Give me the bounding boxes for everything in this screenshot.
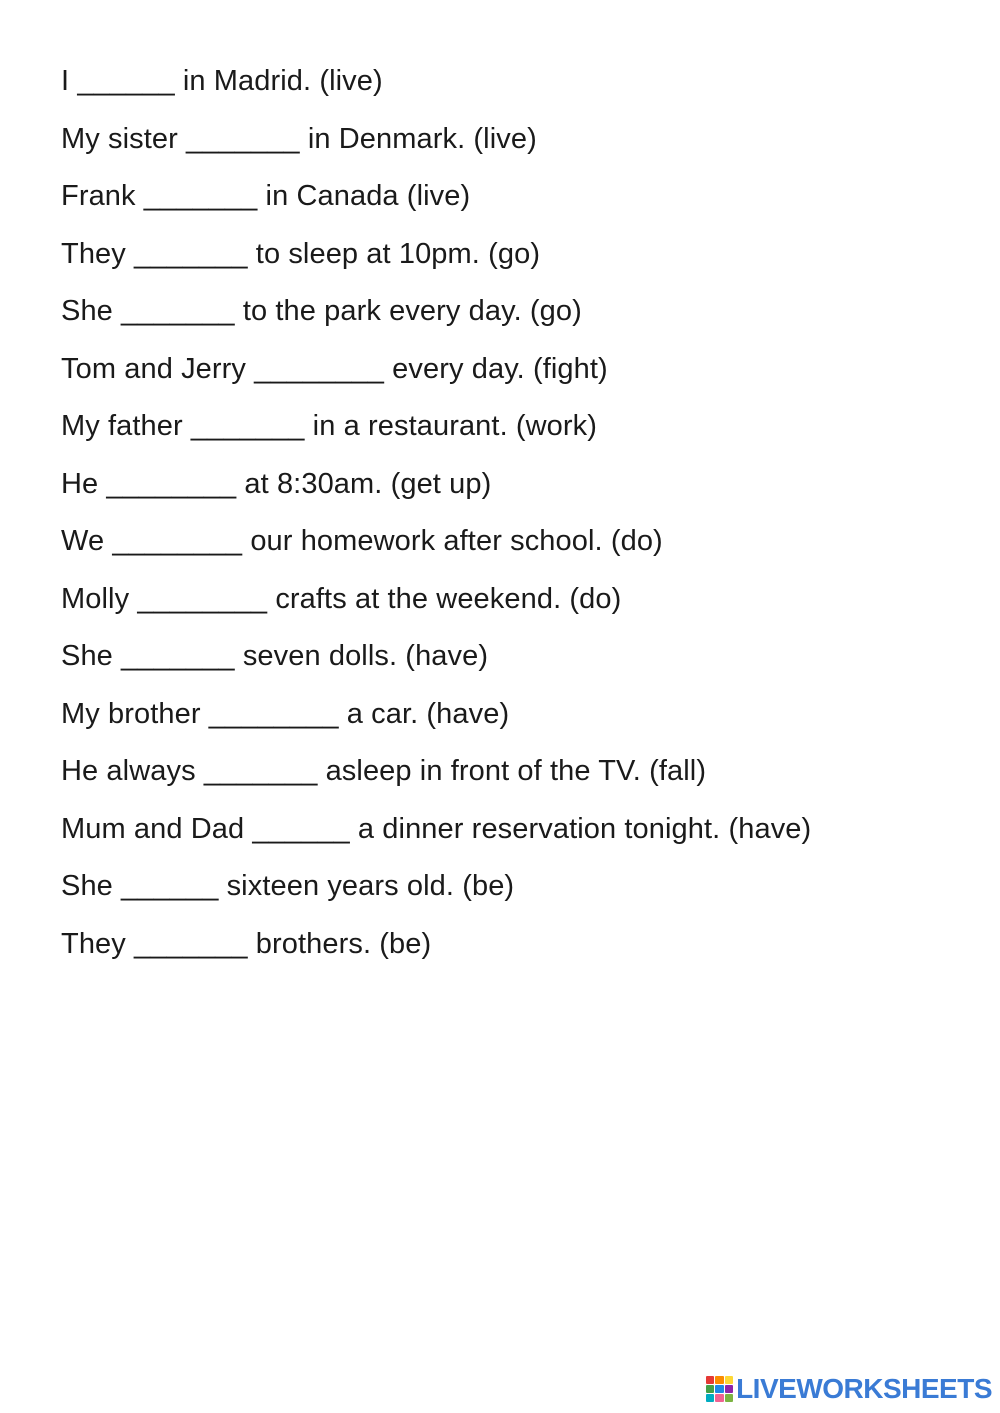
sentence-3: Frank _______ in Canada (live) — [61, 180, 471, 212]
sentence-7: My father _______ in a restaurant. (work) — [61, 410, 598, 442]
liveworksheets-logo — [706, 1369, 992, 1409]
liveworksheets-logo-icon — [706, 1376, 733, 1403]
sentence-12: My brother ________ a car. (have) — [61, 697, 510, 730]
logo-mark-square — [725, 1376, 733, 1384]
sentence-1: I ______ in Madrid. (live) — [61, 65, 383, 97]
sentence-14: Mum and Dad ______ a dinner reservation tonight. (have) — [61, 812, 812, 845]
logo-text: LIVEWORKSHEETS — [736, 1373, 992, 1404]
sentence-9: We ________ our homework after school. (do) — [61, 525, 663, 557]
logo-mark-square — [706, 1376, 714, 1384]
sentence-4: They _______ to sleep at 10pm. (go) — [61, 237, 541, 270]
sentence-8: He ________ at 8:30am. (get up) — [61, 467, 492, 500]
logo-mark-square — [725, 1394, 733, 1402]
sentence-10: Molly ________ crafts at the weekend. (do) — [61, 582, 622, 615]
logo-mark-square — [715, 1376, 723, 1384]
sentence-5: She _______ to the park every day. (go) — [61, 295, 582, 327]
sentence-2: My sister _______ in Denmark. (live) — [61, 122, 537, 155]
sentence-16: They _______ brothers. (be) — [61, 927, 432, 960]
sentence-6: Tom and Jerry ________ every day. (fight) — [61, 352, 608, 385]
logo-mark-square — [715, 1385, 723, 1393]
logo-mark-square — [725, 1385, 733, 1393]
logo-mark-square — [715, 1394, 723, 1402]
logo-mark-square — [706, 1394, 714, 1402]
logo-mark-square — [706, 1385, 714, 1393]
sentence-15: She ______ sixteen years old. (be) — [61, 870, 515, 902]
sentence-13: He always _______ asleep in front of the TV. (fall) — [61, 755, 707, 787]
sentence-11: She _______ seven dolls. (have) — [61, 640, 489, 672]
worksheet — [61, 57, 961, 977]
